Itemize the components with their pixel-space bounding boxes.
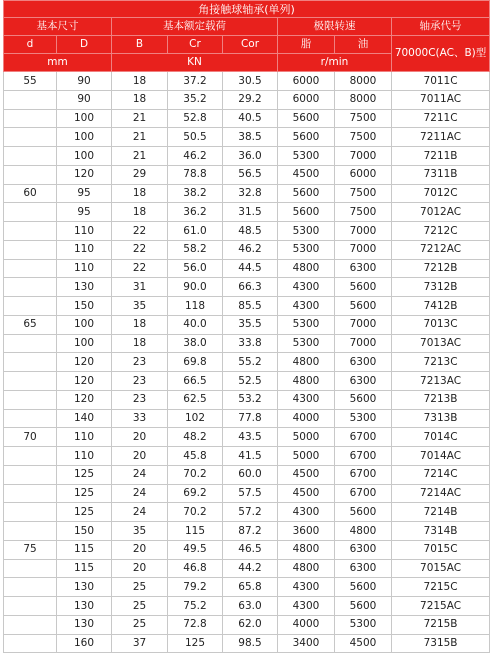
- cell-width: 24: [112, 503, 168, 522]
- cell-cor: 52.5: [223, 372, 278, 391]
- table-row: [4, 259, 490, 278]
- cell-cr: 125: [168, 634, 223, 653]
- cell-width: 23: [112, 372, 168, 391]
- cell-outer-diameter: 130: [57, 278, 112, 297]
- cell-width: 35: [112, 297, 168, 316]
- cell-cor: 55.2: [223, 353, 278, 372]
- cell-width: 22: [112, 240, 168, 259]
- cell-outer-diameter: 100: [57, 315, 112, 334]
- cell-bearing-code: 7015C: [392, 540, 490, 559]
- table-row: [4, 222, 490, 241]
- cell-cr: 69.2: [168, 484, 223, 503]
- cell-d: [4, 240, 57, 259]
- cell-width: 18: [112, 203, 168, 222]
- cell-cor: 85.5: [223, 297, 278, 316]
- table-row: [4, 372, 490, 391]
- cell-outer-diameter: 120: [57, 390, 112, 409]
- header-basic-load-rating: 基本额定载荷: [112, 18, 278, 36]
- cell-cor: 31.5: [223, 203, 278, 222]
- cell-bearing-code: 7213C: [392, 353, 490, 372]
- cell-grease-speed: 4000: [278, 409, 335, 428]
- header-limit-speed: 极限转速: [278, 18, 392, 36]
- cell-grease-speed: 4500: [278, 484, 335, 503]
- cell-cor: 41.5: [223, 447, 278, 466]
- cell-grease-speed: 6000: [278, 72, 335, 91]
- cell-bearing-code: 7211AC: [392, 128, 490, 147]
- cell-d: [4, 109, 57, 128]
- cell-grease-speed: 5600: [278, 109, 335, 128]
- cell-cr: 36.2: [168, 203, 223, 222]
- cell-d: [4, 259, 57, 278]
- cell-d: [4, 634, 57, 653]
- cell-grease-speed: 4300: [278, 578, 335, 597]
- cell-grease-speed: 5300: [278, 240, 335, 259]
- cell-cor: 65.8: [223, 578, 278, 597]
- cell-d: 55: [4, 72, 57, 91]
- cell-oil-speed: 5600: [335, 390, 392, 409]
- cell-outer-diameter: 115: [57, 559, 112, 578]
- cell-outer-diameter: 110: [57, 447, 112, 466]
- cell-outer-diameter: 125: [57, 484, 112, 503]
- header-B: B: [112, 36, 168, 54]
- cell-grease-speed: 5000: [278, 447, 335, 466]
- cell-cor: 29.2: [223, 90, 278, 109]
- cell-cr: 118: [168, 297, 223, 316]
- cell-grease-speed: 4300: [278, 503, 335, 522]
- cell-d: [4, 353, 57, 372]
- cell-bearing-code: 7214AC: [392, 484, 490, 503]
- cell-d: [4, 484, 57, 503]
- header-basic-dimensions: 基本尺寸: [4, 18, 112, 36]
- table-row: [4, 72, 490, 91]
- cell-outer-diameter: 95: [57, 184, 112, 203]
- header-code-format: 70000C(AC、B)型: [392, 36, 490, 72]
- cell-outer-diameter: 100: [57, 109, 112, 128]
- cell-grease-speed: 3600: [278, 522, 335, 541]
- cell-oil-speed: 7000: [335, 315, 392, 334]
- cell-oil-speed: 6700: [335, 484, 392, 503]
- cell-width: 18: [112, 72, 168, 91]
- cell-bearing-code: 7213B: [392, 390, 490, 409]
- cell-oil-speed: 7500: [335, 128, 392, 147]
- cell-width: 18: [112, 90, 168, 109]
- table-row: [4, 447, 490, 466]
- cell-oil-speed: 8000: [335, 72, 392, 91]
- cell-width: 21: [112, 109, 168, 128]
- cell-oil-speed: 6000: [335, 165, 392, 184]
- cell-oil-speed: 4800: [335, 522, 392, 541]
- cell-width: 35: [112, 522, 168, 541]
- cell-cr: 50.5: [168, 128, 223, 147]
- cell-bearing-code: 7013C: [392, 315, 490, 334]
- cell-grease-speed: 4800: [278, 353, 335, 372]
- cell-grease-speed: 4300: [278, 297, 335, 316]
- cell-width: 25: [112, 578, 168, 597]
- cell-width: 25: [112, 597, 168, 616]
- cell-cr: 102: [168, 409, 223, 428]
- cell-cor: 66.3: [223, 278, 278, 297]
- cell-width: 23: [112, 390, 168, 409]
- cell-outer-diameter: 120: [57, 353, 112, 372]
- cell-bearing-code: 7214C: [392, 465, 490, 484]
- cell-d: [4, 128, 57, 147]
- cell-bearing-code: 7011AC: [392, 90, 490, 109]
- cell-grease-speed: 4800: [278, 559, 335, 578]
- cell-cr: 58.2: [168, 240, 223, 259]
- cell-cr: 115: [168, 522, 223, 541]
- cell-bearing-code: 7312B: [392, 278, 490, 297]
- cell-cr: 49.5: [168, 540, 223, 559]
- table-row: [4, 390, 490, 409]
- cell-bearing-code: 7214B: [392, 503, 490, 522]
- header-d: d: [4, 36, 57, 54]
- cell-cor: 44.2: [223, 559, 278, 578]
- cell-cr: 75.2: [168, 597, 223, 616]
- cell-outer-diameter: 130: [57, 615, 112, 634]
- cell-bearing-code: 7213AC: [392, 372, 490, 391]
- cell-width: 24: [112, 465, 168, 484]
- cell-outer-diameter: 95: [57, 203, 112, 222]
- cell-oil-speed: 6300: [335, 259, 392, 278]
- cell-cr: 38.0: [168, 334, 223, 353]
- unit-kn: KN: [112, 54, 278, 72]
- cell-d: [4, 90, 57, 109]
- cell-cr: 45.8: [168, 447, 223, 466]
- cell-d: [4, 297, 57, 316]
- cell-cor: 63.0: [223, 597, 278, 616]
- cell-d: [4, 203, 57, 222]
- cell-oil-speed: 7000: [335, 147, 392, 166]
- cell-outer-diameter: 115: [57, 540, 112, 559]
- cell-oil-speed: 5600: [335, 503, 392, 522]
- cell-cor: 60.0: [223, 465, 278, 484]
- cell-d: [4, 334, 57, 353]
- cell-cor: 35.5: [223, 315, 278, 334]
- cell-cr: 38.2: [168, 184, 223, 203]
- cell-oil-speed: 6300: [335, 559, 392, 578]
- table-body: [4, 72, 490, 653]
- cell-oil-speed: 6300: [335, 540, 392, 559]
- cell-grease-speed: 4300: [278, 278, 335, 297]
- table-row: [4, 184, 490, 203]
- cell-outer-diameter: 125: [57, 503, 112, 522]
- cell-outer-diameter: 110: [57, 428, 112, 447]
- cell-bearing-code: 7412B: [392, 297, 490, 316]
- cell-width: 25: [112, 615, 168, 634]
- cell-width: 18: [112, 315, 168, 334]
- table-row: [4, 465, 490, 484]
- cell-cor: 77.8: [223, 409, 278, 428]
- table-row: [4, 634, 490, 653]
- cell-outer-diameter: 160: [57, 634, 112, 653]
- cell-cr: 62.5: [168, 390, 223, 409]
- cell-oil-speed: 6700: [335, 447, 392, 466]
- cell-cr: 69.8: [168, 353, 223, 372]
- cell-oil-speed: 6700: [335, 428, 392, 447]
- cell-oil-speed: 4500: [335, 634, 392, 653]
- bearing-spec-table: [3, 0, 490, 653]
- cell-d: [4, 503, 57, 522]
- cell-cr: 72.8: [168, 615, 223, 634]
- cell-d: [4, 147, 57, 166]
- cell-cr: 52.8: [168, 109, 223, 128]
- cell-outer-diameter: 110: [57, 222, 112, 241]
- cell-grease-speed: 3400: [278, 634, 335, 653]
- cell-grease-speed: 4500: [278, 165, 335, 184]
- cell-cr: 40.0: [168, 315, 223, 334]
- cell-cor: 46.5: [223, 540, 278, 559]
- cell-bearing-code: 7014AC: [392, 447, 490, 466]
- table-row: [4, 147, 490, 166]
- cell-d: [4, 447, 57, 466]
- cell-outer-diameter: 150: [57, 297, 112, 316]
- header-Cor: Cor: [223, 36, 278, 54]
- cell-cor: 43.5: [223, 428, 278, 447]
- cell-cr: 61.0: [168, 222, 223, 241]
- cell-grease-speed: 5000: [278, 428, 335, 447]
- cell-oil-speed: 5300: [335, 615, 392, 634]
- cell-bearing-code: 7211C: [392, 109, 490, 128]
- cell-bearing-code: 7015AC: [392, 559, 490, 578]
- cell-oil-speed: 5600: [335, 278, 392, 297]
- table-row: [4, 409, 490, 428]
- cell-cr: 46.2: [168, 147, 223, 166]
- cell-bearing-code: 7215C: [392, 578, 490, 597]
- cell-d: [4, 597, 57, 616]
- cell-oil-speed: 7500: [335, 184, 392, 203]
- table-row: [4, 203, 490, 222]
- cell-grease-speed: 5300: [278, 315, 335, 334]
- table-row: [4, 315, 490, 334]
- cell-cor: 40.5: [223, 109, 278, 128]
- cell-d: [4, 372, 57, 391]
- cell-oil-speed: 6300: [335, 353, 392, 372]
- cell-cor: 53.2: [223, 390, 278, 409]
- table-header: [4, 1, 490, 72]
- cell-width: 20: [112, 559, 168, 578]
- cell-grease-speed: 4800: [278, 259, 335, 278]
- cell-d: [4, 578, 57, 597]
- cell-oil-speed: 7000: [335, 222, 392, 241]
- cell-grease-speed: 5300: [278, 334, 335, 353]
- table-row: [4, 503, 490, 522]
- cell-d: [4, 222, 57, 241]
- cell-bearing-code: 7011C: [392, 72, 490, 91]
- table-row: [4, 522, 490, 541]
- cell-bearing-code: 7012AC: [392, 203, 490, 222]
- cell-oil-speed: 5600: [335, 297, 392, 316]
- cell-cor: 48.5: [223, 222, 278, 241]
- cell-outer-diameter: 130: [57, 578, 112, 597]
- cell-cor: 44.5: [223, 259, 278, 278]
- table-row: [4, 240, 490, 259]
- cell-grease-speed: 4300: [278, 390, 335, 409]
- cell-d: 60: [4, 184, 57, 203]
- cell-outer-diameter: 100: [57, 334, 112, 353]
- cell-grease-speed: 5300: [278, 222, 335, 241]
- cell-oil-speed: 7000: [335, 334, 392, 353]
- cell-oil-speed: 7000: [335, 240, 392, 259]
- cell-cor: 57.5: [223, 484, 278, 503]
- cell-bearing-code: 7212B: [392, 259, 490, 278]
- cell-d: 75: [4, 540, 57, 559]
- cell-outer-diameter: 100: [57, 128, 112, 147]
- cell-outer-diameter: 90: [57, 72, 112, 91]
- cell-d: [4, 465, 57, 484]
- cell-outer-diameter: 150: [57, 522, 112, 541]
- table-row: [4, 278, 490, 297]
- cell-cor: 38.5: [223, 128, 278, 147]
- cell-grease-speed: 4800: [278, 372, 335, 391]
- table-row: [4, 90, 490, 109]
- cell-width: 20: [112, 540, 168, 559]
- cell-bearing-code: 7012C: [392, 184, 490, 203]
- cell-cr: 56.0: [168, 259, 223, 278]
- cell-cr: 66.5: [168, 372, 223, 391]
- cell-outer-diameter: 130: [57, 597, 112, 616]
- cell-cor: 57.2: [223, 503, 278, 522]
- cell-cor: 46.2: [223, 240, 278, 259]
- cell-oil-speed: 8000: [335, 90, 392, 109]
- unit-rpm: r/min: [278, 54, 392, 72]
- cell-width: 24: [112, 484, 168, 503]
- table-row: [4, 165, 490, 184]
- cell-d: 65: [4, 315, 57, 334]
- cell-width: 23: [112, 353, 168, 372]
- cell-outer-diameter: 100: [57, 147, 112, 166]
- cell-cr: 79.2: [168, 578, 223, 597]
- cell-d: [4, 165, 57, 184]
- cell-oil-speed: 6700: [335, 465, 392, 484]
- cell-width: 20: [112, 428, 168, 447]
- cell-grease-speed: 4000: [278, 615, 335, 634]
- cell-width: 37: [112, 634, 168, 653]
- cell-bearing-code: 7314B: [392, 522, 490, 541]
- cell-oil-speed: 7500: [335, 109, 392, 128]
- cell-oil-speed: 6300: [335, 372, 392, 391]
- cell-width: 29: [112, 165, 168, 184]
- header-oil: 油: [335, 36, 392, 54]
- cell-cor: 30.5: [223, 72, 278, 91]
- table-row: [4, 128, 490, 147]
- cell-width: 20: [112, 447, 168, 466]
- cell-outer-diameter: 90: [57, 90, 112, 109]
- table-row: [4, 597, 490, 616]
- cell-d: [4, 390, 57, 409]
- cell-cor: 33.8: [223, 334, 278, 353]
- cell-width: 21: [112, 147, 168, 166]
- cell-outer-diameter: 120: [57, 372, 112, 391]
- cell-grease-speed: 6000: [278, 90, 335, 109]
- cell-cr: 90.0: [168, 278, 223, 297]
- cell-d: [4, 522, 57, 541]
- cell-width: 18: [112, 184, 168, 203]
- cell-cor: 62.0: [223, 615, 278, 634]
- table-row: [4, 615, 490, 634]
- cell-width: 18: [112, 334, 168, 353]
- table-row: [4, 428, 490, 447]
- unit-mm: mm: [4, 54, 112, 72]
- header-grease: 脂: [278, 36, 335, 54]
- cell-width: 21: [112, 128, 168, 147]
- cell-bearing-code: 7212C: [392, 222, 490, 241]
- cell-d: [4, 615, 57, 634]
- cell-width: 22: [112, 259, 168, 278]
- cell-cr: 70.2: [168, 503, 223, 522]
- cell-grease-speed: 4800: [278, 540, 335, 559]
- cell-bearing-code: 7215AC: [392, 597, 490, 616]
- cell-d: 70: [4, 428, 57, 447]
- cell-width: 33: [112, 409, 168, 428]
- cell-cr: 48.2: [168, 428, 223, 447]
- cell-bearing-code: 7313B: [392, 409, 490, 428]
- cell-outer-diameter: 110: [57, 240, 112, 259]
- table-row: [4, 353, 490, 372]
- cell-cr: 70.2: [168, 465, 223, 484]
- header-bearing-code: 轴承代号: [392, 18, 490, 36]
- cell-grease-speed: 5600: [278, 203, 335, 222]
- cell-oil-speed: 7500: [335, 203, 392, 222]
- cell-width: 31: [112, 278, 168, 297]
- cell-oil-speed: 5600: [335, 597, 392, 616]
- cell-outer-diameter: 125: [57, 465, 112, 484]
- cell-cr: 35.2: [168, 90, 223, 109]
- cell-cor: 98.5: [223, 634, 278, 653]
- cell-oil-speed: 5600: [335, 578, 392, 597]
- table-row: [4, 297, 490, 316]
- cell-cor: 56.5: [223, 165, 278, 184]
- cell-outer-diameter: 110: [57, 259, 112, 278]
- table-title: 角接触球轴承(单列): [4, 1, 490, 18]
- cell-grease-speed: 5600: [278, 128, 335, 147]
- header-D: D: [57, 36, 112, 54]
- cell-bearing-code: 7212AC: [392, 240, 490, 259]
- cell-cor: 32.8: [223, 184, 278, 203]
- table-row: [4, 109, 490, 128]
- cell-grease-speed: 5300: [278, 147, 335, 166]
- cell-outer-diameter: 140: [57, 409, 112, 428]
- header-Cr: Cr: [168, 36, 223, 54]
- cell-cor: 36.0: [223, 147, 278, 166]
- cell-bearing-code: 7211B: [392, 147, 490, 166]
- table-row: [4, 484, 490, 503]
- cell-grease-speed: 4500: [278, 465, 335, 484]
- cell-width: 22: [112, 222, 168, 241]
- cell-cr: 37.2: [168, 72, 223, 91]
- cell-bearing-code: 7013AC: [392, 334, 490, 353]
- cell-cr: 46.8: [168, 559, 223, 578]
- cell-grease-speed: 5600: [278, 184, 335, 203]
- cell-d: [4, 409, 57, 428]
- cell-oil-speed: 5300: [335, 409, 392, 428]
- cell-outer-diameter: 120: [57, 165, 112, 184]
- cell-cr: 78.8: [168, 165, 223, 184]
- cell-bearing-code: 7311B: [392, 165, 490, 184]
- cell-d: [4, 559, 57, 578]
- cell-bearing-code: 7315B: [392, 634, 490, 653]
- cell-bearing-code: 7215B: [392, 615, 490, 634]
- cell-bearing-code: 7014C: [392, 428, 490, 447]
- cell-d: [4, 278, 57, 297]
- table-row: [4, 540, 490, 559]
- table-row: [4, 334, 490, 353]
- cell-grease-speed: 4300: [278, 597, 335, 616]
- table-row: [4, 559, 490, 578]
- cell-cor: 87.2: [223, 522, 278, 541]
- table-row: [4, 578, 490, 597]
